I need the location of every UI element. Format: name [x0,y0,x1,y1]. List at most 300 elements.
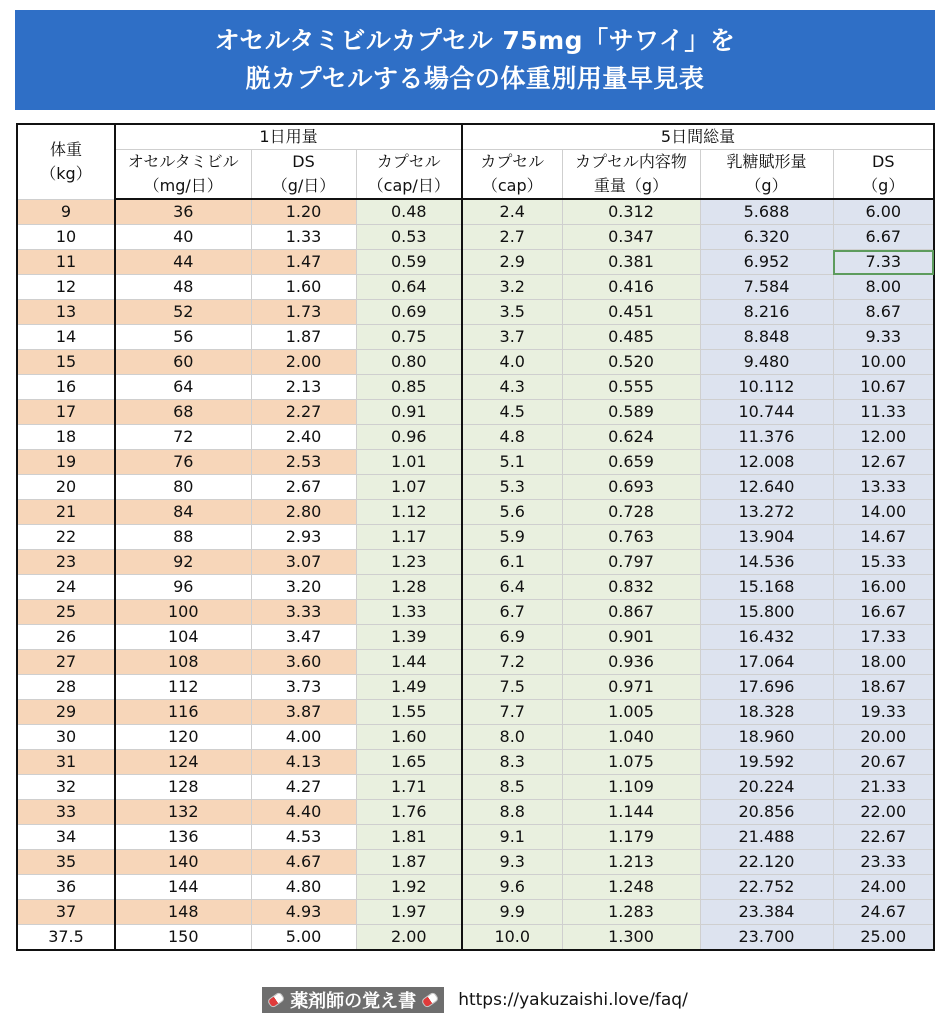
lactose-cell[interactable]: 22.120 [700,850,833,875]
ds-daily-cell[interactable]: 4.00 [251,725,356,750]
weight-cell[interactable]: 12 [17,275,115,300]
weight-cell[interactable]: 37 [17,900,115,925]
capsule-total-cell[interactable]: 6.7 [462,600,562,625]
capsule-total-cell[interactable]: 2.7 [462,225,562,250]
capsule-total-cell[interactable]: 3.2 [462,275,562,300]
capsule-content-cell[interactable]: 0.693 [562,475,700,500]
capsule-total-cell[interactable]: 9.3 [462,850,562,875]
column-header-unit: （cap） [481,176,543,195]
ds-daily-cell[interactable]: 1.87 [251,325,356,350]
weight-cell[interactable]: 16 [17,375,115,400]
lactose-cell[interactable]: 12.640 [700,475,833,500]
weight-cell[interactable]: 25 [17,600,115,625]
weight-cell[interactable]: 35 [17,850,115,875]
weight-cell[interactable]: 32 [17,775,115,800]
weight-cell[interactable]: 26 [17,625,115,650]
ds-total-cell[interactable]: 8.67 [833,300,934,325]
ds-total-cell[interactable]: 10.00 [833,350,934,375]
weight-cell[interactable]: 31 [17,750,115,775]
capsule-daily-cell[interactable]: 1.76 [356,800,462,825]
lactose-cell[interactable]: 18.328 [700,700,833,725]
column-header-label: DS [872,152,895,171]
oseltamivir-mg-cell[interactable]: 92 [115,550,251,575]
capsule-total-cell[interactable]: 8.5 [462,775,562,800]
capsule-daily-cell[interactable]: 0.85 [356,375,462,400]
ds-total-cell[interactable]: 18.67 [833,675,934,700]
lactose-cell[interactable]: 17.696 [700,675,833,700]
capsule-total-cell[interactable]: 9.9 [462,900,562,925]
capsule-content-cell[interactable]: 0.901 [562,625,700,650]
capsule-total-cell[interactable]: 7.7 [462,700,562,725]
table-row [17,500,934,525]
capsule-daily-cell[interactable]: 1.17 [356,525,462,550]
column-header [356,150,462,200]
table-row [17,900,934,925]
group-header-5day: 5日間総量 [462,124,934,150]
capsule-total-cell[interactable]: 5.3 [462,475,562,500]
ds-daily-cell[interactable]: 4.27 [251,775,356,800]
capsule-total-cell[interactable]: 9.1 [462,825,562,850]
capsule-total-cell[interactable]: 7.2 [462,650,562,675]
table-row [17,425,934,450]
ds-daily-cell[interactable]: 2.93 [251,525,356,550]
capsule-content-cell[interactable]: 0.485 [562,325,700,350]
weight-cell[interactable]: 33 [17,800,115,825]
column-header [562,150,700,200]
brand-badge [262,987,444,1013]
capsule-content-cell[interactable]: 0.867 [562,600,700,625]
oseltamivir-mg-cell[interactable]: 72 [115,425,251,450]
weight-cell[interactable]: 17 [17,400,115,425]
capsule-total-cell[interactable]: 4.5 [462,400,562,425]
ds-daily-cell[interactable]: 4.13 [251,750,356,775]
lactose-cell[interactable]: 16.432 [700,625,833,650]
oseltamivir-mg-cell[interactable]: 150 [115,925,251,951]
ds-total-cell[interactable]: 14.00 [833,500,934,525]
oseltamivir-mg-cell[interactable]: 44 [115,250,251,275]
ds-daily-cell[interactable]: 5.00 [251,925,356,951]
oseltamivir-mg-cell[interactable]: 112 [115,675,251,700]
column-header-label: 乳糖賦形量 [726,152,807,171]
oseltamivir-mg-cell[interactable]: 116 [115,700,251,725]
capsule-total-cell[interactable]: 10.0 [462,925,562,951]
oseltamivir-mg-cell[interactable]: 60 [115,350,251,375]
lactose-cell[interactable]: 23.384 [700,900,833,925]
capsule-daily-cell[interactable]: 1.07 [356,475,462,500]
oseltamivir-mg-cell[interactable]: 128 [115,775,251,800]
oseltamivir-mg-cell[interactable]: 84 [115,500,251,525]
oseltamivir-mg-cell[interactable]: 56 [115,325,251,350]
table-row [17,225,934,250]
capsule-total-cell[interactable]: 6.1 [462,550,562,575]
weight-cell[interactable]: 37.5 [17,925,115,951]
capsule-daily-cell[interactable]: 1.55 [356,700,462,725]
capsule-content-cell[interactable]: 0.312 [562,199,700,225]
capsule-content-cell[interactable]: 1.283 [562,900,700,925]
ds-total-cell[interactable]: 12.67 [833,450,934,475]
ds-total-cell[interactable]: 22.00 [833,800,934,825]
weight-cell[interactable]: 24 [17,575,115,600]
capsule-content-cell[interactable]: 1.075 [562,750,700,775]
capsule-daily-cell[interactable]: 1.28 [356,575,462,600]
capsule-daily-cell[interactable]: 1.87 [356,850,462,875]
ds-total-cell[interactable]: 20.67 [833,750,934,775]
capsule-daily-cell[interactable]: 0.80 [356,350,462,375]
ds-total-cell[interactable]: 17.33 [833,625,934,650]
capsule-daily-cell[interactable]: 0.91 [356,400,462,425]
ds-total-cell[interactable]: 6.67 [833,225,934,250]
capsule-total-cell[interactable]: 2.4 [462,199,562,225]
table-row [17,675,934,700]
table-row [17,850,934,875]
title-banner [15,10,935,110]
column-header [115,150,251,200]
ds-daily-cell[interactable]: 2.27 [251,400,356,425]
capsule-content-cell[interactable]: 0.797 [562,550,700,575]
ds-daily-cell[interactable]: 3.73 [251,675,356,700]
table-row [17,925,934,951]
capsule-daily-cell[interactable]: 1.01 [356,450,462,475]
capsule-daily-cell[interactable]: 0.75 [356,325,462,350]
ds-daily-cell[interactable]: 3.60 [251,650,356,675]
lactose-cell[interactable]: 23.700 [700,925,833,951]
table-row [17,775,934,800]
oseltamivir-mg-cell[interactable]: 40 [115,225,251,250]
capsule-content-cell[interactable]: 0.832 [562,575,700,600]
oseltamivir-mg-cell[interactable]: 136 [115,825,251,850]
lactose-cell[interactable]: 22.752 [700,875,833,900]
ds-total-cell[interactable]: 9.33 [833,325,934,350]
weight-cell[interactable]: 15 [17,350,115,375]
ds-total-cell[interactable]: 18.00 [833,650,934,675]
capsule-content-cell[interactable]: 0.624 [562,425,700,450]
lactose-cell[interactable]: 9.480 [700,350,833,375]
weight-cell[interactable]: 9 [17,199,115,225]
lactose-cell[interactable]: 13.272 [700,500,833,525]
capsule-content-cell[interactable]: 0.347 [562,225,700,250]
oseltamivir-mg-cell[interactable]: 48 [115,275,251,300]
oseltamivir-mg-cell[interactable]: 104 [115,625,251,650]
lactose-cell[interactable]: 14.536 [700,550,833,575]
capsule-icon [421,991,440,1008]
capsule-total-cell[interactable]: 8.0 [462,725,562,750]
oseltamivir-mg-cell[interactable]: 148 [115,900,251,925]
ds-daily-cell[interactable]: 2.80 [251,500,356,525]
table-row [17,650,934,675]
capsule-daily-cell[interactable]: 0.53 [356,225,462,250]
ds-total-cell[interactable]: 12.00 [833,425,934,450]
ds-daily-cell[interactable]: 3.47 [251,625,356,650]
lactose-cell[interactable]: 11.376 [700,425,833,450]
table-row [17,800,934,825]
ds-daily-cell[interactable]: 2.00 [251,350,356,375]
weight-cell[interactable]: 23 [17,550,115,575]
lactose-cell[interactable]: 15.800 [700,600,833,625]
capsule-daily-cell[interactable]: 1.23 [356,550,462,575]
page-title-line1: オセルタミビルカプセル 75mg「サワイ」を [214,26,736,55]
table-row [17,375,934,400]
column-header [700,150,833,200]
table-row [17,825,934,850]
weight-cell[interactable]: 18 [17,425,115,450]
capsule-daily-cell[interactable]: 0.48 [356,199,462,225]
ds-total-cell[interactable]: 24.67 [833,900,934,925]
capsule-daily-cell[interactable]: 0.69 [356,300,462,325]
capsule-daily-cell[interactable]: 0.96 [356,425,462,450]
capsule-content-cell[interactable]: 0.763 [562,525,700,550]
column-header-unit: （mg/日） [143,176,223,195]
capsule-daily-cell[interactable]: 1.92 [356,875,462,900]
capsule-content-cell[interactable]: 1.300 [562,925,700,951]
dose-table [16,123,935,951]
capsule-content-cell[interactable]: 1.179 [562,825,700,850]
ds-daily-cell[interactable]: 1.20 [251,199,356,225]
capsule-total-cell[interactable]: 9.6 [462,875,562,900]
lactose-cell[interactable]: 15.168 [700,575,833,600]
capsule-content-cell[interactable]: 0.971 [562,675,700,700]
capsule-total-cell[interactable]: 3.7 [462,325,562,350]
capsule-total-cell[interactable]: 2.9 [462,250,562,275]
oseltamivir-mg-cell[interactable]: 140 [115,850,251,875]
table-row [17,300,934,325]
capsule-content-cell[interactable]: 0.381 [562,250,700,275]
column-header-label: カプセル [480,152,545,171]
ds-daily-cell[interactable]: 4.80 [251,875,356,900]
lactose-cell[interactable]: 7.584 [700,275,833,300]
capsule-total-cell[interactable]: 3.5 [462,300,562,325]
oseltamivir-mg-cell[interactable]: 124 [115,750,251,775]
ds-total-cell[interactable]: 6.00 [833,199,934,225]
capsule-daily-cell[interactable]: 1.39 [356,625,462,650]
capsule-total-cell[interactable]: 7.5 [462,675,562,700]
ds-total-cell[interactable]: 25.00 [833,925,934,951]
capsule-content-cell[interactable]: 0.659 [562,450,700,475]
ds-daily-cell[interactable]: 4.53 [251,825,356,850]
lactose-cell[interactable]: 6.952 [700,250,833,275]
table-row [17,550,934,575]
ds-daily-cell[interactable]: 2.13 [251,375,356,400]
capsule-content-cell[interactable]: 0.416 [562,275,700,300]
table-row [17,725,934,750]
group-header-daily: 1日用量 [115,124,462,150]
ds-daily-cell[interactable]: 4.40 [251,800,356,825]
table-row [17,275,934,300]
table-row [17,700,934,725]
capsule-content-cell[interactable]: 0.936 [562,650,700,675]
lactose-cell[interactable]: 10.744 [700,400,833,425]
weight-header-unit: （kg） [40,163,92,183]
weight-cell[interactable]: 14 [17,325,115,350]
weight-cell[interactable]: 22 [17,525,115,550]
capsule-daily-cell[interactable]: 1.44 [356,650,462,675]
ds-total-cell[interactable]: 23.33 [833,850,934,875]
weight-cell[interactable]: 20 [17,475,115,500]
column-header-unit: 重量（g） [593,176,669,195]
ds-total-cell[interactable]: 10.67 [833,375,934,400]
oseltamivir-mg-cell[interactable]: 68 [115,400,251,425]
lactose-cell[interactable]: 18.960 [700,725,833,750]
capsule-content-cell[interactable]: 0.520 [562,350,700,375]
oseltamivir-mg-cell[interactable]: 144 [115,875,251,900]
ds-daily-cell[interactable]: 3.33 [251,600,356,625]
ds-total-cell[interactable]: 21.33 [833,775,934,800]
table-row [17,750,934,775]
column-header-unit: （cap/日） [367,176,450,195]
capsule-content-cell[interactable]: 1.248 [562,875,700,900]
page-title-line2: 脱カプセルする場合の体重別用量早見表 [245,64,705,93]
capsule-daily-cell[interactable]: 1.81 [356,825,462,850]
capsule-daily-cell[interactable]: 1.71 [356,775,462,800]
lactose-cell[interactable]: 6.320 [700,225,833,250]
capsule-content-cell[interactable]: 1.040 [562,725,700,750]
capsule-total-cell[interactable]: 6.4 [462,575,562,600]
oseltamivir-mg-cell[interactable]: 100 [115,600,251,625]
weight-cell[interactable]: 36 [17,875,115,900]
lactose-cell[interactable]: 8.848 [700,325,833,350]
column-header [833,150,934,200]
ds-daily-cell[interactable]: 3.87 [251,700,356,725]
weight-cell[interactable]: 30 [17,725,115,750]
oseltamivir-mg-cell[interactable]: 52 [115,300,251,325]
ds-daily-cell[interactable]: 2.40 [251,425,356,450]
oseltamivir-mg-cell[interactable]: 80 [115,475,251,500]
weight-cell[interactable]: 34 [17,825,115,850]
lactose-cell[interactable]: 10.112 [700,375,833,400]
lactose-cell[interactable]: 21.488 [700,825,833,850]
ds-daily-cell[interactable]: 2.53 [251,450,356,475]
capsule-total-cell[interactable]: 5.6 [462,500,562,525]
ds-total-cell[interactable]: 24.00 [833,875,934,900]
site-url[interactable]: https://yakuzaishi.love/faq/ [458,990,688,1010]
capsule-content-cell[interactable]: 1.213 [562,850,700,875]
oseltamivir-mg-cell[interactable]: 88 [115,525,251,550]
capsule-total-cell[interactable]: 8.8 [462,800,562,825]
capsule-total-cell[interactable]: 5.9 [462,525,562,550]
capsule-daily-cell[interactable]: 1.33 [356,600,462,625]
capsule-daily-cell[interactable]: 1.49 [356,675,462,700]
capsule-daily-cell[interactable]: 1.60 [356,725,462,750]
capsule-content-cell[interactable]: 1.005 [562,700,700,725]
capsule-daily-cell[interactable]: 1.65 [356,750,462,775]
table-row [17,400,934,425]
lactose-cell[interactable]: 8.216 [700,300,833,325]
ds-total-cell[interactable]: 13.33 [833,475,934,500]
column-header-unit: （g） [745,176,788,195]
ds-total-cell[interactable]: 7.33 [833,250,934,275]
capsule-content-cell[interactable]: 1.109 [562,775,700,800]
weight-cell[interactable]: 27 [17,650,115,675]
ds-total-cell[interactable]: 22.67 [833,825,934,850]
column-header-label: カプセル内容物 [575,152,687,171]
oseltamivir-mg-cell[interactable]: 76 [115,450,251,475]
ds-total-cell[interactable]: 19.33 [833,700,934,725]
capsule-content-cell[interactable]: 0.451 [562,300,700,325]
table-row [17,325,934,350]
weight-cell[interactable]: 19 [17,450,115,475]
ds-daily-cell[interactable]: 4.93 [251,900,356,925]
weight-cell[interactable]: 29 [17,700,115,725]
capsule-daily-cell[interactable]: 0.59 [356,250,462,275]
capsule-content-cell[interactable]: 1.144 [562,800,700,825]
column-header-label: オセルタミビル [127,152,239,171]
lactose-cell[interactable]: 20.224 [700,775,833,800]
capsule-content-cell[interactable]: 0.728 [562,500,700,525]
weight-cell[interactable]: 21 [17,500,115,525]
weight-cell[interactable]: 10 [17,225,115,250]
weight-cell[interactable]: 11 [17,250,115,275]
ds-daily-cell[interactable]: 1.33 [251,225,356,250]
capsule-content-cell[interactable]: 0.589 [562,400,700,425]
lactose-cell[interactable]: 19.592 [700,750,833,775]
ds-total-cell[interactable]: 15.33 [833,550,934,575]
column-header [251,150,356,200]
table-row [17,575,934,600]
weight-header [17,124,115,199]
capsule-content-cell[interactable]: 0.555 [562,375,700,400]
capsule-total-cell[interactable]: 4.8 [462,425,562,450]
table-row [17,199,934,225]
capsule-total-cell[interactable]: 6.9 [462,625,562,650]
column-header-unit: （g） [862,176,905,195]
table-row [17,525,934,550]
capsule-daily-cell[interactable]: 1.12 [356,500,462,525]
capsule-daily-cell[interactable]: 2.00 [356,925,462,951]
table-row [17,625,934,650]
capsule-icon [267,991,286,1008]
ds-total-cell[interactable]: 14.67 [833,525,934,550]
lactose-cell[interactable]: 12.008 [700,450,833,475]
weight-cell[interactable]: 13 [17,300,115,325]
oseltamivir-mg-cell[interactable]: 132 [115,800,251,825]
ds-total-cell[interactable]: 20.00 [833,725,934,750]
oseltamivir-mg-cell[interactable]: 36 [115,199,251,225]
capsule-daily-cell[interactable]: 1.97 [356,900,462,925]
capsule-total-cell[interactable]: 4.3 [462,375,562,400]
oseltamivir-mg-cell[interactable]: 64 [115,375,251,400]
lactose-cell[interactable]: 13.904 [700,525,833,550]
oseltamivir-mg-cell[interactable]: 96 [115,575,251,600]
table-row [17,875,934,900]
table-row [17,450,934,475]
lactose-cell[interactable]: 17.064 [700,650,833,675]
ds-daily-cell[interactable]: 1.47 [251,250,356,275]
capsule-daily-cell[interactable]: 0.64 [356,275,462,300]
weight-cell[interactable]: 28 [17,675,115,700]
ds-total-cell[interactable]: 16.00 [833,575,934,600]
ds-daily-cell[interactable]: 3.07 [251,550,356,575]
capsule-total-cell[interactable]: 4.0 [462,350,562,375]
lactose-cell[interactable]: 20.856 [700,800,833,825]
table-row [17,475,934,500]
brand-name: 薬剤師の覚え書 [290,991,417,1012]
ds-total-cell[interactable]: 16.67 [833,600,934,625]
column-header-label: カプセル [376,152,441,171]
ds-daily-cell[interactable]: 1.60 [251,275,356,300]
oseltamivir-mg-cell[interactable]: 108 [115,650,251,675]
ds-daily-cell[interactable]: 3.20 [251,575,356,600]
ds-total-cell[interactable]: 11.33 [833,400,934,425]
ds-total-cell[interactable]: 8.00 [833,275,934,300]
lactose-cell[interactable]: 5.688 [700,199,833,225]
ds-daily-cell[interactable]: 2.67 [251,475,356,500]
column-header-unit: （g/日） [271,176,336,195]
ds-daily-cell[interactable]: 4.67 [251,850,356,875]
ds-daily-cell[interactable]: 1.73 [251,300,356,325]
table-row [17,250,934,275]
capsule-total-cell[interactable]: 8.3 [462,750,562,775]
oseltamivir-mg-cell[interactable]: 120 [115,725,251,750]
capsule-total-cell[interactable]: 5.1 [462,450,562,475]
